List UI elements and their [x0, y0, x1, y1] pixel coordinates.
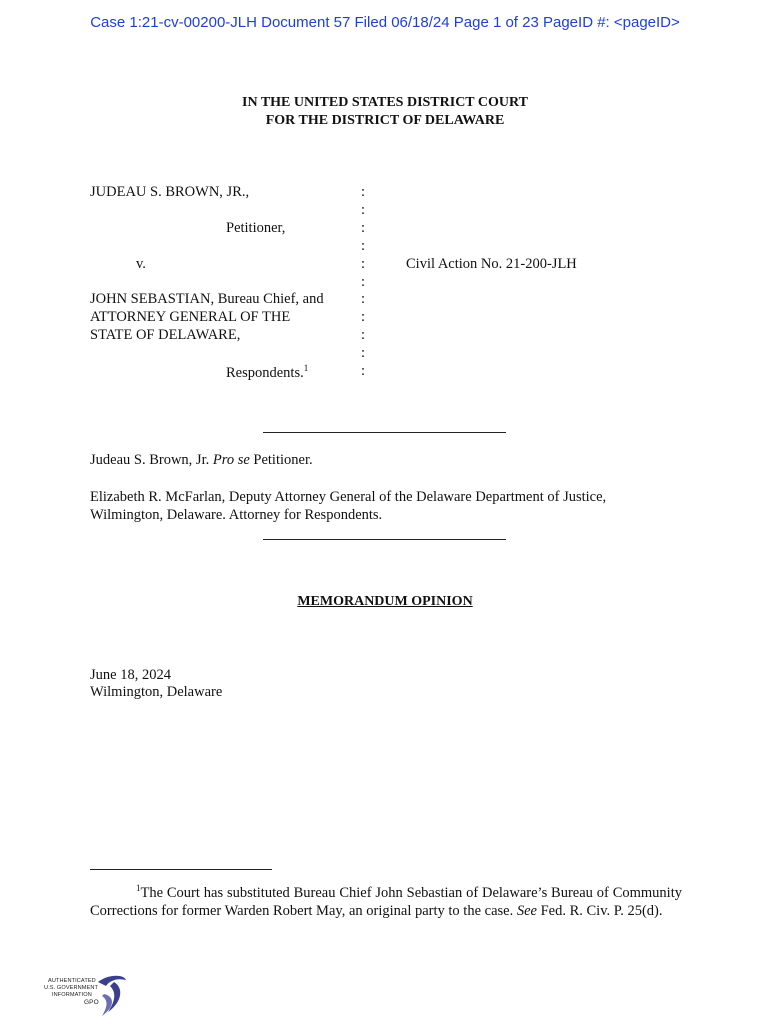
caption-colon: :	[361, 184, 366, 200]
gpo-eagle-swoosh-icon	[94, 972, 130, 1018]
petitioner-role: Petitioner,	[226, 220, 286, 236]
caption-colon: :	[361, 327, 366, 343]
caption-colon: :	[361, 238, 366, 254]
petitioner-counsel: Judeau S. Brown, Jr. Pro se Petitioner.	[90, 452, 313, 468]
gpo-logo-line-1: AUTHENTICATED	[48, 978, 96, 984]
footnote-reference[interactable]: 1	[303, 363, 309, 373]
date-line: June 18, 2024	[90, 667, 171, 683]
gpo-logo-line-4: GPO	[84, 999, 99, 1006]
footnote-1: $^1$The Court has substituted Bureau Chief John Sebastian of Delaware’s Bureau of Community Corrections for former Warden Robert May, an original party to the case. See Fed. R. Civ. P. 25(d).	[90, 883, 682, 919]
caption-colon: :	[361, 363, 366, 379]
caption-colon: :	[361, 256, 366, 272]
gpo-logo-line-2: U.S. GOVERNMENT	[44, 985, 99, 991]
divider-top	[263, 432, 506, 433]
gpo-logo-line-3: INFORMATION	[52, 992, 92, 998]
civil-action-number: Civil Action No. 21-200-JLH	[406, 256, 577, 272]
respondent-role: Respondents.$^1$	[226, 363, 309, 381]
place-line: Wilmington, Delaware	[90, 684, 223, 700]
caption-colon: :	[361, 220, 366, 236]
divider-bottom	[263, 539, 506, 540]
caption-colon: :	[361, 309, 366, 325]
footnote-separator	[90, 869, 272, 870]
petitioner-name: JUDEAU S. BROWN, JR.,	[90, 184, 250, 200]
respondents-counsel: Elizabeth R. McFarlan, Deputy Attorney General of the Delaware Department of Justice, Wilmington, Delaware. Attorney for Respondents.	[90, 489, 607, 523]
court-name-line-2: FOR THE DISTRICT OF DELAWARE	[265, 113, 505, 128]
court-name-line-1: IN THE UNITED STATES DISTRICT COURT	[242, 95, 528, 110]
caption-colon: :	[361, 345, 366, 361]
caption-colon: :	[361, 274, 366, 290]
respondent-line-2: ATTORNEY GENERAL OF THE	[90, 309, 291, 325]
gpo-authentication-logo	[44, 974, 134, 1018]
document-title: MEMORANDUM OPINION	[297, 594, 473, 609]
respondent-line-3: STATE OF DELAWARE,	[90, 327, 241, 343]
footnote-marker: 1	[136, 883, 141, 893]
case-header-stamp: Case 1:21-cv-00200-JLH Document 57 Filed 06/18/24 Page 1 of 23 PageID #: <pageID>	[90, 14, 680, 31]
versus-label: v.	[136, 256, 146, 272]
respondent-line-1: JOHN SEBASTIAN, Bureau Chief, and	[90, 291, 324, 307]
caption-colon: :	[361, 291, 366, 307]
caption-colon: :	[361, 202, 366, 218]
